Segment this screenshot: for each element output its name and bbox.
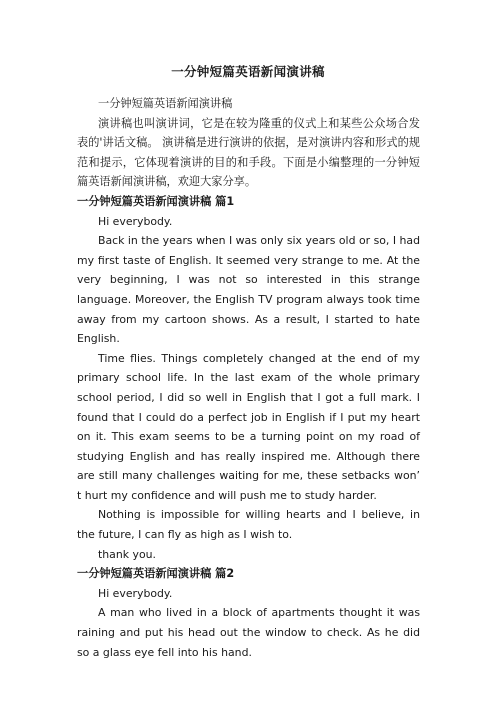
speech1-paragraph-3: Nothing is impossible for willing hearts and I believe, in the future, I can fly as high as I wish to.	[77, 508, 420, 542]
speech2-greeting: Hi everybody.	[98, 586, 173, 600]
speech1-closing: thank you.	[98, 547, 156, 561]
speech2-paragraph-1: A man who lived in a block of apartments thought it was raining and put his head out the window to check. As he did so a glass eye fell into his hand.	[77, 606, 420, 659]
speech1-paragraph-2: Time flies. Things completely changed at the end of my primary school life. In the last exam of the whole primary school period, I did so well in English that I got a full mark. I found that I could do a perfect job in English if I put my heart on it. This exam seems to be a turning point on my road of studying English and has really inspired me. Although there are still many challenges waiting for me, these setbacks won’ t hurt my confidence and will push me to study harder.	[77, 351, 420, 502]
section-heading-2: 一分钟短篇英语新闻演讲稿 篇2	[77, 567, 235, 581]
section-heading-1: 一分钟短篇英语新闻演讲稿 篇1	[77, 194, 235, 208]
document-body	[77, 94, 420, 662]
intro-paragraph: 演讲稿也叫演讲词，它是在较为隆重的仪式上和某些公众场合发表的'讲话文稿。 演讲稿是进行演讲的依据，是对演讲内容和形式的规范和提示，它体现着演讲的目的和手段。下面是小编整理的一分钟短篇英语新闻演讲稿，欢迎大家分享。	[77, 116, 420, 189]
intro-subtitle: 一分钟短篇英语新闻演讲稿	[98, 97, 233, 110]
document-title: 一分钟短篇英语新闻演讲稿	[171, 64, 325, 79]
speech1-greeting: Hi everybody.	[98, 214, 173, 228]
speech1-paragraph-1: Back in the years when I was only six years old or so, I had my first taste of English. It seemed very strange to me. At the very beginning, I was not so interested in this strange language. Moreover, the English TV program always took time away from my cartoon shows. As a result, I started to hate English.	[77, 234, 420, 346]
